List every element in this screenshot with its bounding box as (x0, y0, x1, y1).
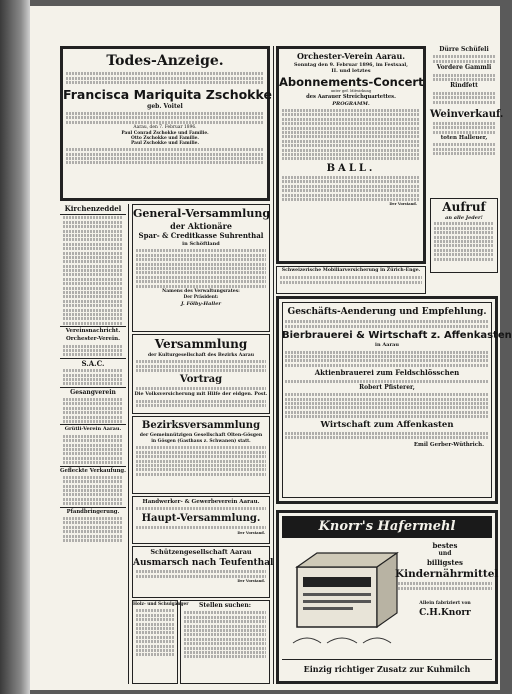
jobs-ad (180, 600, 270, 684)
stiftung-heading: Pfandbringerung. (60, 507, 126, 516)
rindfett: Rindfett (450, 82, 478, 90)
verein-heading: Vereinsnachricht. (60, 326, 126, 335)
culture-society-ad (132, 334, 270, 414)
knorr-banner (282, 516, 492, 538)
concert-date: Sonntag den 9. Februar 1896, im Festsaal, (294, 62, 408, 68)
verkauf-heading: Gefleckte Verkaufung. (60, 467, 126, 474)
brewery-town: in Aarau (375, 342, 399, 349)
book-gutter (0, 0, 30, 694)
knorr-slogan: Einzig richtiger Zusatz zur Kuhmilch (303, 664, 471, 674)
vs-topic: Die Volksversicherung mit Hilfe der eidgen. Post. (134, 391, 268, 398)
schuefeli: Dürre Schüfeli (439, 46, 489, 53)
knorr-maker: C.H.Knorr (419, 607, 471, 618)
orchestra-title: Orchester-Verein Aarau. (296, 51, 406, 61)
ga-president-name: J. Fölby-Haller (180, 300, 222, 307)
knorr-footer (282, 659, 492, 678)
brewery-bank: Aktienbrauerei zum Feldschlösschen (314, 368, 460, 378)
ga-bank: Spar- & Creditkasse Suhrenthal (138, 231, 264, 240)
bz-sub: der Gemeinnützigen Gesellschaft Olten-Gösgen (139, 433, 263, 438)
sz-title: Schützengesellschaft Aarau (150, 548, 252, 556)
knorr-ad (276, 510, 498, 684)
craftsmen-ad (132, 496, 270, 544)
orchestra-concert-ad (276, 46, 426, 264)
column-rule (273, 46, 274, 684)
ga-president: Der Präsident: (183, 294, 219, 300)
knorr-main: Kindernährmittel (395, 568, 499, 580)
ga-management: Namens des Verwaltungsrates: (162, 288, 240, 294)
brewery-sign: Emil Gerber-Wüthrich. (413, 441, 484, 448)
hw-title: Handwerker- & Gewerbeverein Aarau. (142, 499, 260, 505)
gesang-heading: Gesangverein (60, 387, 126, 397)
ga-place: in Schöftland (182, 241, 220, 247)
brewery-person: Robert Pfisterer, (359, 383, 415, 391)
death-notice-title: Todes-Anzeige. (106, 53, 224, 69)
ga-sub: der Aktionäre (170, 221, 232, 231)
hw-footer: Der Vorstand. (237, 530, 265, 535)
deceased-maiden-name: geb. Voitel (147, 102, 183, 110)
signer-2: Otto Zschokke und Familie. (131, 135, 199, 141)
orchester-small: Orchester-Verein. (65, 336, 121, 343)
concert-ensemble: des Aarauer Streichquartettes. (306, 93, 396, 100)
program-heading: PROGRAMM. (332, 100, 370, 107)
vs-lecture: Vortrag (179, 373, 223, 385)
appeal-sub: an alle Jeder! (445, 215, 483, 221)
sz-main: Ausmarsch nach Teufenthal (133, 558, 274, 568)
death-notice (60, 46, 270, 201)
hw-main: Haupt-Versammlung. (141, 512, 261, 524)
appeal-title: Aufruf (442, 200, 486, 214)
concert-title: Abonnements-Concert (279, 75, 424, 89)
insurance-ad (276, 266, 426, 294)
stellen-title: Stellen suchen: (199, 602, 251, 609)
turn-heading: Grütli-Verein Aarau. (60, 424, 126, 433)
signer-1: Paul Conrad Zschokke und Familie. (121, 130, 209, 136)
death-notice-date: Aarau, den 7. Februar 1896. (133, 125, 197, 131)
vs-sub: der Kulturgesellschaft des Bezirks Aarau (147, 353, 255, 358)
concert-sub: II. und letztes (331, 68, 371, 74)
knorr-by: Allein fabriziert von (419, 600, 471, 606)
gammli: Vordere Gammli (436, 64, 492, 72)
shooting-club-ad (132, 546, 274, 598)
ball-heading: BALL. (326, 162, 376, 174)
deceased-name: Francisca Mariquita Zschokke (63, 86, 272, 102)
weinverkauf: Weinverkauf. (430, 108, 504, 120)
kirchenzeddel-title: Kirchenzeddel (60, 204, 126, 215)
appeal-box (430, 198, 498, 273)
right-top-column (430, 46, 504, 196)
sz-footer: Der Vorstand. (237, 579, 265, 584)
orchestra-footer: Der Vorstand. (389, 202, 417, 207)
insurance-title: Schweizerische Mobiliarversicherung in Zürich-Enge. (281, 268, 421, 273)
knorr-cheapest: billigstes (427, 558, 463, 567)
bz-title: Bezirksversammlung (141, 420, 261, 431)
knorr-brand: Knorr's Hafermehl (318, 519, 456, 534)
brewery-wirtschaft: Wirtschaft zum Affenkasten (320, 419, 454, 430)
brewery-name: Bierbrauerei & Wirtschaft z. Affenkasten (282, 330, 512, 342)
district-assembly-ad (132, 416, 270, 494)
knorr-und: und (438, 550, 452, 557)
brewery-ad (276, 296, 512, 504)
toten-halleuer: toten Halleuer, (440, 135, 488, 142)
signer-3: Paul Zschokke und Familie. (131, 141, 199, 147)
general-assembly-ad (132, 204, 270, 332)
newspaper-page (30, 6, 512, 690)
bz-place: in Gösgen (Gasthaus z. Schwanen) statt. (151, 439, 251, 444)
column-rule (128, 204, 129, 684)
holz-title: Holz- und Schulgänger (133, 602, 189, 607)
vs-title: Versammlung (154, 337, 248, 351)
knorr-best: bestes (432, 541, 458, 550)
brewery-title: Geschäfts-Aenderung und Empfehlung. (287, 307, 487, 317)
concert-with: unter gef. Mitwirkung (330, 89, 372, 93)
ga-title: General-Versammlung (133, 207, 271, 220)
sac-heading: S.A.C. (60, 358, 126, 368)
oat-package-image (287, 547, 397, 647)
left-column (60, 204, 126, 684)
wood-ad (132, 600, 189, 684)
